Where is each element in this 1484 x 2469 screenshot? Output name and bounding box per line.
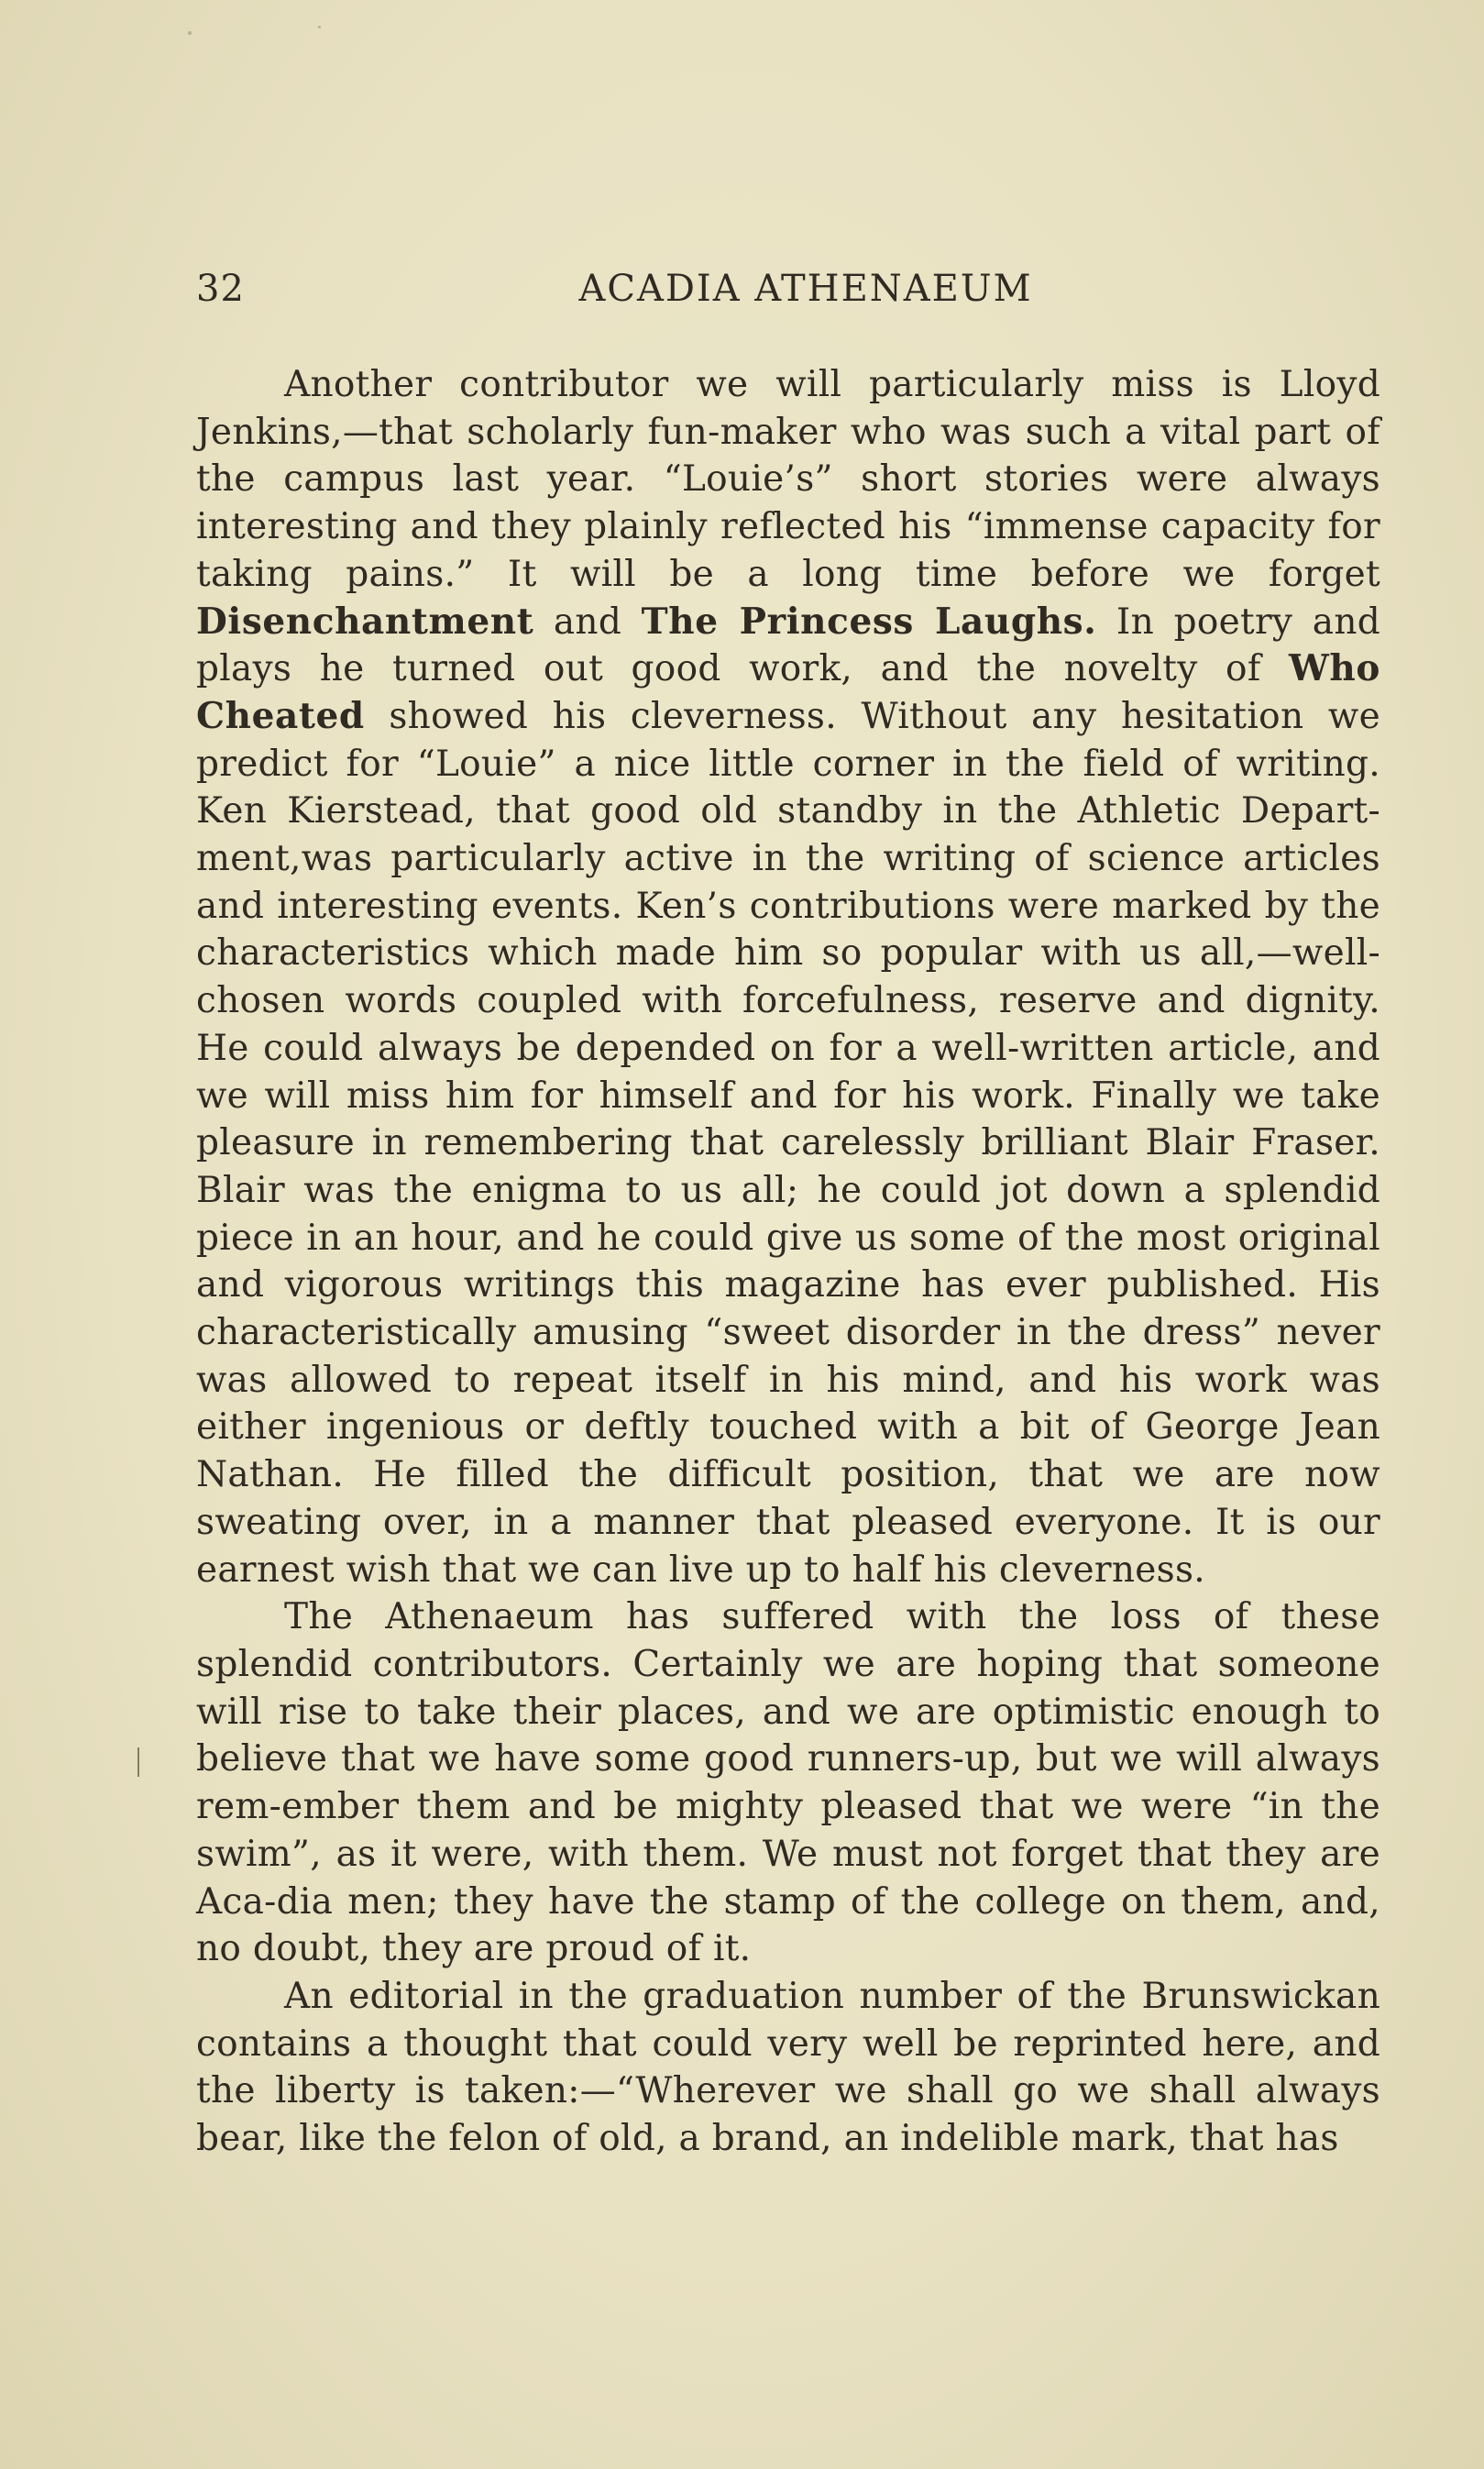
text-run: An editorial in the graduation number of the Brunswickan contains a thought that could very well be reprinted here, and the liberty is taken:—“Wherever we shall go we shall always bear, like the felon of old, a brand, an indelible mark, that has xyxy=(196,1975,1380,2160)
page-number: 32 xyxy=(196,268,245,310)
running-head: ACADIA ATHENAEUM xyxy=(578,268,1033,310)
article-body xyxy=(196,361,1380,2163)
paper-speck xyxy=(188,31,192,35)
page-header xyxy=(196,268,1379,323)
text-run: In poetry and plays he turned out good work, and the novelty of xyxy=(196,601,1380,690)
paper-speck xyxy=(318,26,321,28)
paragraph xyxy=(196,1973,1380,2163)
text-run: and xyxy=(533,601,642,643)
paragraph xyxy=(196,361,1380,1593)
paragraph xyxy=(196,1593,1380,1973)
bold-title-princess-laughs: The Princess Laughs. xyxy=(641,600,1097,643)
bold-title-who-cheated: Who Cheated xyxy=(196,647,1380,737)
text-run: The Athenaeum has suffered with the loss of these splendid contributors. Certainly we are hoping that someone will rise to take their places, and we are optimistic enough to believe that we have some good runners-up, but we will always rem-ember them and be mighty pleased that we were “in the swim”, as it were, with them. We must not forget that they are Aca-dia men; they have the stamp of the college on them, and, no doubt, they are proud of it. xyxy=(196,1596,1380,1970)
text-run: showed his cleverness. Without any hesitation we predict for “Louie” a nice little corner in the field of writing. Ken Kierstead, that good old standby in the Athletic Depart-ment,was particularly active in the writing of science articles and interesting events. Ken’s contributions were marked by the characteristics which made him so popular with us all,—well-chosen words coupled with forcefulness, reserve and dignity. He could always be depended on for a well-written article, and we will miss him for himself and for his work. Finally we take pleasure in remembering that carelessly brilliant Blair Fraser. Blair was the enigma to us all; he could jot down a splendid piece in an hour, and he could give us some of the most original and vigorous writings this magazine has ever published. His characteristically amusing “sweet disorder in the dress” never was allowed to repeat itself in his mind, and his work was either ingenious or deftly touched with a bit of George Jean Nathan. He filled the difficult position, that we are now sweating over, in a manner that pleased everyone. It is our earnest wish that we can live up to half his cleverness. xyxy=(196,695,1380,1591)
bold-title-disenchantment: Disenchantment xyxy=(196,600,534,643)
margin-mark xyxy=(137,1747,139,1777)
text-run: Another contributor we will particularly miss is Lloyd Jenkins,—that scholarly fun-maker who was such a vital part of the campus last year. “Louie’s” short stories were always interesting and they plainly reflected his “immense capacity for taking pains.” It will be a long time before we forget xyxy=(196,364,1380,595)
